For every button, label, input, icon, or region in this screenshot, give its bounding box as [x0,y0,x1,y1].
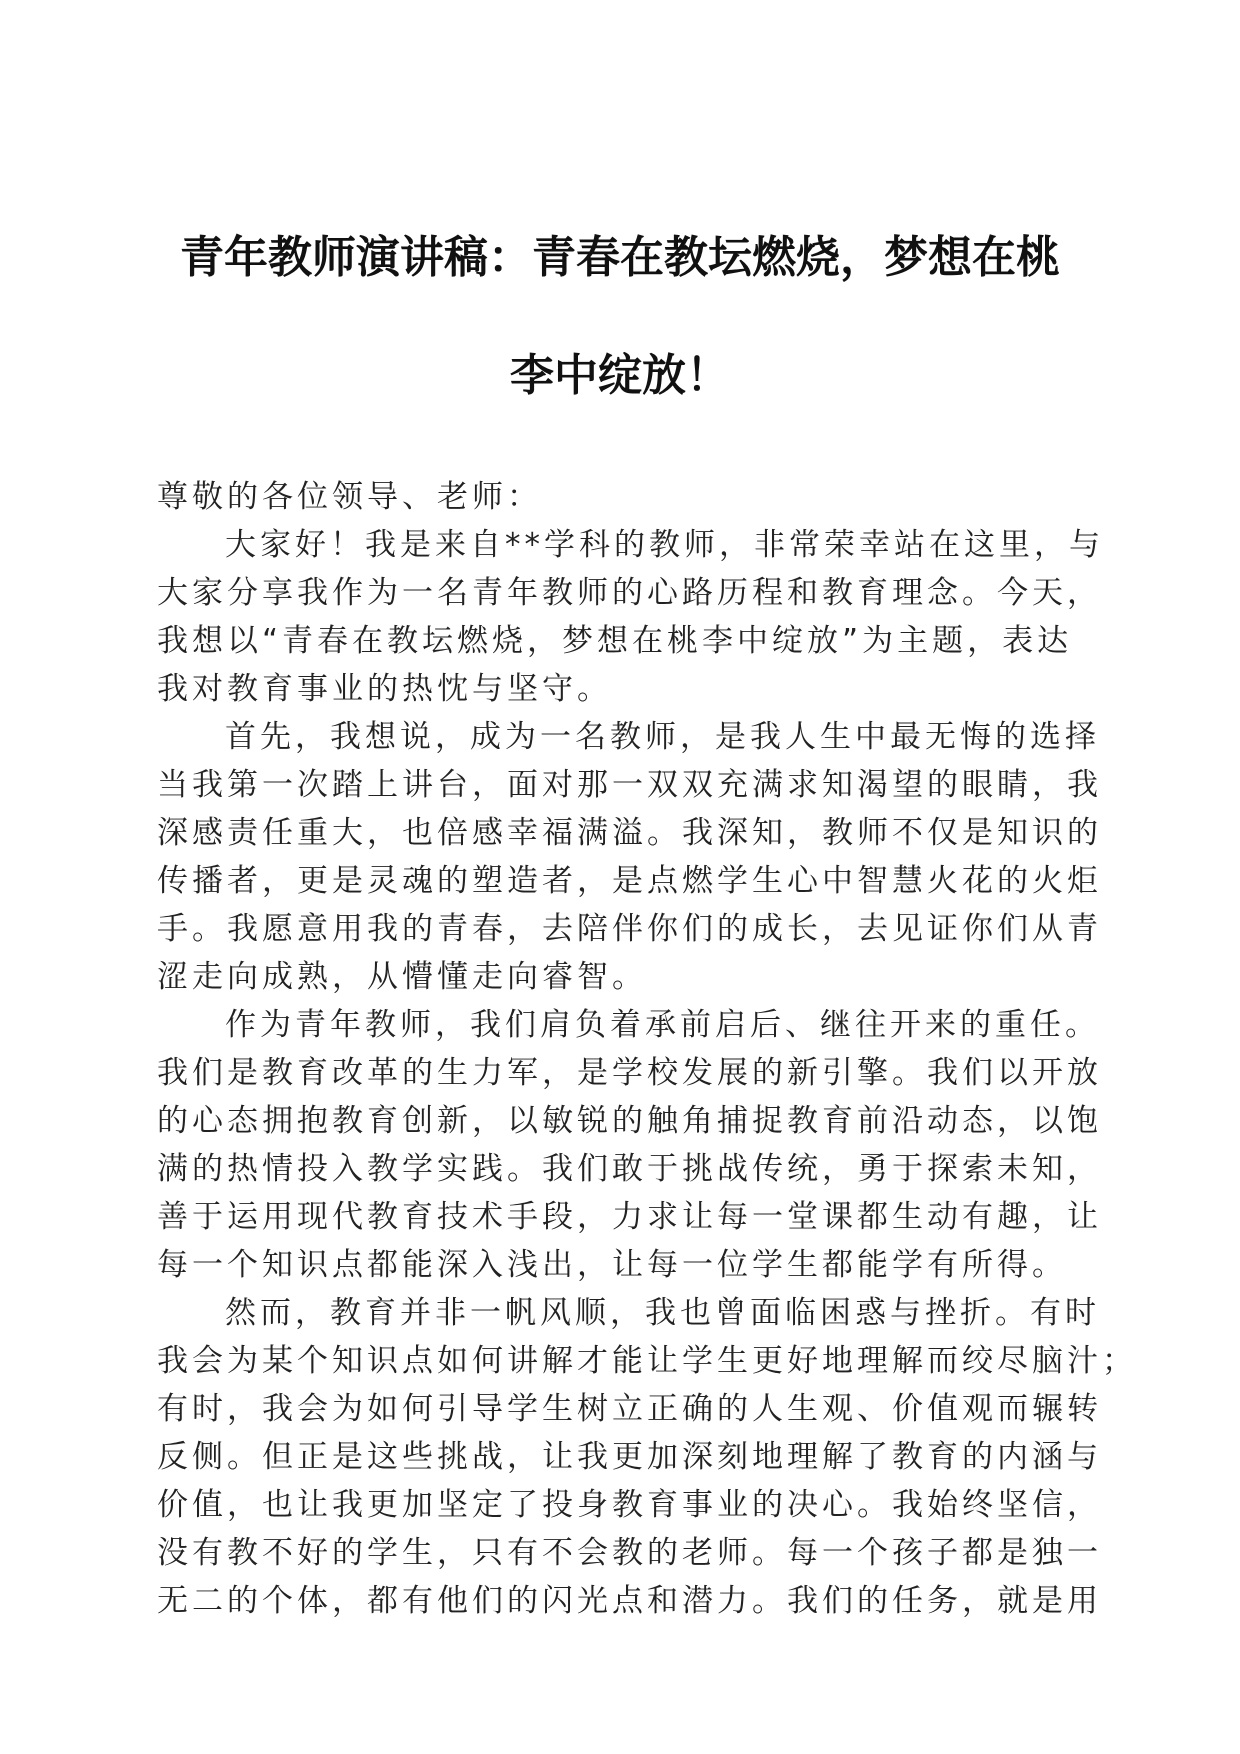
paragraph-line: 然而，教育并非一帆风顺，我也曾面临困惑与挫折。有时 [225,1295,1100,1331]
paragraph-line: 满的热情投入教学实践。我们敢于挑战传统，勇于探索未知， [157,1151,1102,1187]
paragraph-line: 涩走向成熟，从懵懂走向睿智。 [157,959,647,995]
paragraph-line: 无二的个体，都有他们的闪光点和潜力。我们的任务，就是用 [157,1583,1102,1619]
paragraph-line: 的心态拥抱教育创新，以敏锐的触角捕捉教育前沿动态，以饱 [157,1103,1102,1139]
document-title-line-1: 青年教师演讲稿：青春在教坛燃烧，梦想在桃 [180,232,1060,283]
paragraph-line: 没有教不好的学生，只有不会教的老师。每一个孩子都是独一 [157,1535,1102,1571]
paragraph-line: 有时，我会为如何引导学生树立正确的人生观、价值观而辗转 [157,1391,1102,1427]
paragraph-line: 传播者，更是灵魂的塑造者，是点燃学生心中智慧火花的火炬 [157,863,1102,899]
salutation: 尊敬的各位领导、老师： [157,479,542,515]
paragraph-line: 我们是教育改革的生力军，是学校发展的新引擎。我们以开放 [157,1055,1102,1091]
paragraph-line: 大家好！我是来自**学科的教师，非常荣幸站在这里，与 [225,527,1104,563]
paragraph-line: 价值，也让我更加坚定了投身教育事业的决心。我始终坚信， [157,1487,1102,1523]
paragraph-line: 手。我愿意用我的青春，去陪伴你们的成长，去见证你们从青 [157,911,1102,947]
paragraph-line: 每一个知识点都能深入浅出，让每一位学生都能学有所得。 [157,1247,1067,1283]
paragraph-line: 善于运用现代教育技术手段，力求让每一堂课都生动有趣，让 [157,1199,1102,1235]
paragraph-line: 深感责任重大，也倍感幸福满溢。我深知，教师不仅是知识的 [157,815,1102,851]
document-title-line-2: 李中绽放！ [510,350,730,401]
paragraph-line: 反侧。但正是这些挑战，让我更加深刻地理解了教育的内涵与 [157,1439,1102,1475]
paragraph-line: 当我第一次踏上讲台，面对那一双双充满求知渴望的眼睛，我 [157,767,1102,803]
paragraph-line: 我对教育事业的热忱与坚守。 [157,671,612,707]
paragraph-line: 大家分享我作为一名青年教师的心路历程和教育理念。今天， [157,575,1102,611]
paragraph-line: 我想以“青春在教坛燃烧，梦想在桃李中绽放”为主题，表达 [157,623,1073,659]
paragraph-line: 我会为某个知识点如何讲解才能让学生更好地理解而绞尽脑汁； [157,1343,1137,1379]
paragraph-line: 首先，我想说，成为一名教师，是我人生中最无悔的选择 [225,719,1100,755]
paragraph-line: 作为青年教师，我们肩负着承前启后、继往开来的重任。 [225,1007,1100,1043]
